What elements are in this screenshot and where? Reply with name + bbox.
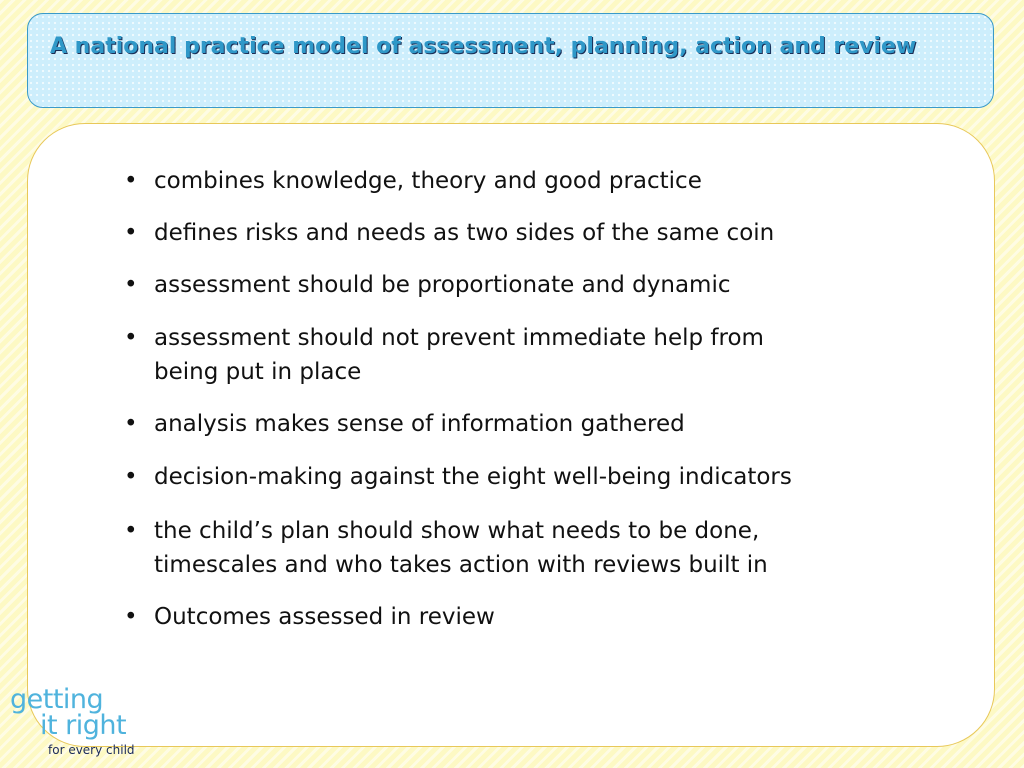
content-panel bbox=[27, 123, 995, 747]
bullet-text: timescales and who takes action with reviews built in bbox=[154, 552, 768, 578]
logo-line-3: for every child bbox=[48, 743, 135, 757]
bullet-marker: • bbox=[124, 325, 138, 351]
bullet-text: the child’s plan should show what needs to be done, bbox=[154, 518, 760, 544]
bullet-text: analysis makes sense of information gathered bbox=[154, 411, 685, 437]
bullet-item bbox=[124, 460, 984, 494]
bullet-text: Outcomes assessed in review bbox=[154, 604, 495, 630]
bullet-item bbox=[124, 407, 984, 441]
bullet-item bbox=[124, 216, 984, 250]
bullet-text: assessment should not prevent immediate help from bbox=[154, 325, 764, 351]
bullet-marker: • bbox=[124, 518, 138, 544]
bullet-marker: • bbox=[124, 604, 138, 630]
bullet-marker: • bbox=[124, 464, 138, 490]
bullet-item bbox=[124, 514, 984, 582]
bullet-text: combines knowledge, theory and good practice bbox=[154, 168, 702, 194]
bullet-text: defines risks and needs as two sides of the same coin bbox=[154, 220, 775, 246]
bullet-marker: • bbox=[124, 411, 138, 437]
bullet-text: decision-making against the eight well-being indicators bbox=[154, 464, 792, 490]
bullet-item bbox=[124, 600, 984, 634]
getting-it-right-logo bbox=[10, 686, 170, 766]
bullet-item bbox=[124, 164, 984, 198]
bullet-list bbox=[28, 124, 994, 746]
logo-line-1: getting bbox=[10, 684, 104, 715]
bullet-item bbox=[124, 268, 984, 302]
bullet-text: being put in place bbox=[154, 359, 362, 385]
logo-line-2: it right bbox=[40, 710, 127, 741]
slide-title: A national practice model of assessment, planning, action and review bbox=[50, 34, 917, 59]
bullet-marker: • bbox=[124, 220, 138, 246]
bullet-text: assessment should be proportionate and dynamic bbox=[154, 272, 731, 298]
bullet-marker: • bbox=[124, 272, 138, 298]
title-banner bbox=[27, 13, 994, 108]
bullet-item bbox=[124, 321, 984, 389]
bullet-marker: • bbox=[124, 168, 138, 194]
